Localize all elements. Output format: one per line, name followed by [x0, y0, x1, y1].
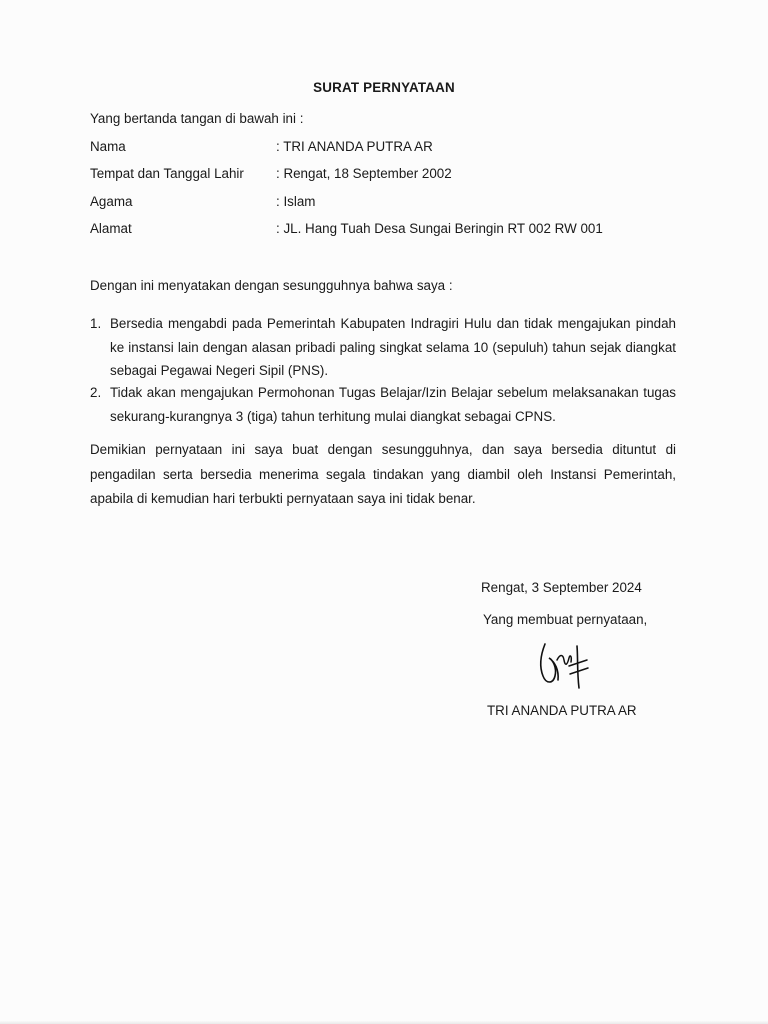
statement-intro: Dengan ini menyatakan dengan sesungguhnya bahwa saya : — [90, 278, 453, 293]
list-item — [90, 312, 676, 383]
maker-label: Yang membuat pernyataan, — [483, 612, 648, 627]
scan-edge — [0, 1020, 768, 1024]
list-item — [90, 381, 676, 428]
closing-paragraph: Demikian pernyataan ini saya buat dengan sesungguhnya, dan saya bersedia dituntut di pengadilan serta bersedia menerima segala tindakan yang diambil oleh Instansi Pemerintah, apabila di kemudian hari terbukti pernyataan saya ini tidak benar. — [90, 442, 676, 506]
document-title: SURAT PERNYATAAN — [313, 80, 455, 95]
field-row-address — [90, 221, 710, 241]
field-value-address: : JL. Hang Tuah Desa Sungai Beringin RT 002 RW 001 — [276, 221, 603, 236]
list-text: Tidak akan mengajukan Permohonan Tugas Belajar/Izin Belajar sebelum melaksanakan tugas sekurang-kurangnya 3 (tiga) tahun terhitung mulai diangkat sebagai CPNS. — [110, 385, 676, 424]
field-label-birth: Tempat dan Tanggal Lahir — [90, 166, 244, 181]
field-value-religion: : Islam — [276, 194, 316, 209]
signer-name: TRI ANANDA PUTRA AR — [487, 703, 637, 718]
field-value-name: : TRI ANANDA PUTRA AR — [276, 139, 433, 154]
field-row-birth — [90, 166, 710, 186]
field-label-address: Alamat — [90, 221, 132, 236]
place-date: Rengat, 3 September 2024 — [481, 580, 642, 595]
list-number: 1. — [90, 316, 102, 331]
field-value-birth: : Rengat, 18 September 2002 — [276, 166, 452, 181]
intro-text: Yang bertanda tangan di bawah ini : — [90, 111, 304, 126]
list-text: Bersedia mengabdi pada Pemerintah Kabupaten Indragiri Hulu dan tidak mengajukan pindah ke instansi lain dengan alasan pribadi paling singkat selama 10 (sepuluh) tahun sejak diangkat sebagai Pegawai Negeri Sipil (PNS). — [110, 316, 676, 378]
field-label-name: Nama — [90, 139, 126, 154]
statement-list-2 — [90, 381, 676, 428]
field-row-name — [90, 139, 710, 159]
signature-image — [533, 640, 593, 690]
list-number: 2. — [90, 385, 102, 400]
field-label-religion: Agama — [90, 194, 133, 209]
field-row-religion — [90, 194, 710, 214]
statement-list-1 — [90, 312, 676, 383]
